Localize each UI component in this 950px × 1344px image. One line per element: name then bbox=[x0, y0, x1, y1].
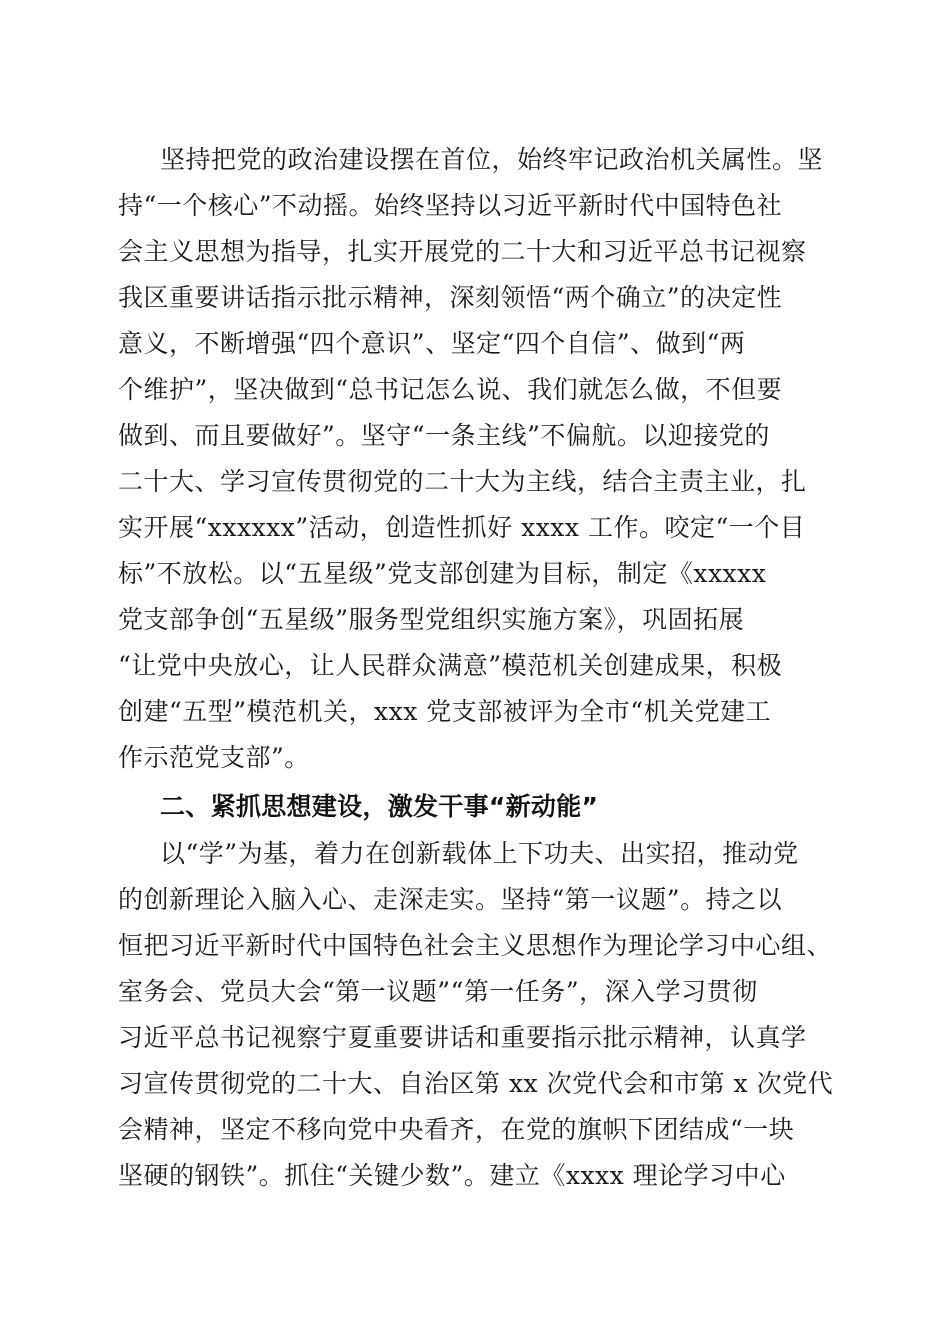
paragraph-2-line: 习宣传贯彻党的二十大、自治区第 xx 次党代会和市第 x 次党代 bbox=[118, 1069, 834, 1098]
paragraph-1-line: 标”不放松。以“五星级”党支部创建为目标，制定《xxxxx bbox=[118, 559, 767, 588]
paragraph-1-line: 坚持把党的政治建设摆在首位，始终牢记政治机关属性。坚 bbox=[160, 145, 824, 174]
paragraph-1-line: 作示范党支部”。 bbox=[118, 743, 310, 772]
paragraph-1-line: 意义，不断增强“四个意识”、坚定“四个自信”、做到“两 bbox=[118, 329, 746, 358]
paragraph-2-line: 恒把习近平新时代中国特色社会主义思想作为理论学习中心组、 bbox=[118, 931, 833, 960]
paragraph-2-line: 习近平总书记视察宁夏重要讲话和重要指示批示精神，认真学 bbox=[118, 1023, 807, 1052]
paragraph-1-line: 持“一个核心”不动摇。始终坚持以习近平新时代中国特色社 bbox=[118, 191, 783, 220]
paragraph-1-line: 我区重要讲话指示批示精神，深刻领悟“两个确立”的决定性 bbox=[118, 283, 783, 312]
section-heading: 二、紧抓思想建设，激发干事“新动能” bbox=[160, 792, 599, 821]
paragraph-1-line: 个维护”，坚决做到“总书记怎么说、我们就怎么做，不但要 bbox=[118, 375, 783, 404]
paragraph-2-line: 的创新理论入脑入心、走深走实。坚持“第一议题”。持之以 bbox=[118, 885, 783, 914]
paragraph-2-line: 室务会、党员大会“第一议题”“第一任务”，深入学习贯彻 bbox=[118, 977, 758, 1006]
paragraph-1-line: 党支部争创“五星级”服务型党组织实施方案》，巩固拓展 bbox=[118, 605, 745, 634]
paragraph-2-line: 会精神，坚定不移向党中央看齐，在党的旗帜下团结成“一块 bbox=[118, 1115, 795, 1144]
paragraph-1-line: 实开展“xxxxxx”活动，创造性抓好 xxxx 工作。咬定“一个目 bbox=[118, 513, 806, 542]
paragraph-2-line: 以“学”为基，着力在创新载体上下功夫、出实招，推动党 bbox=[160, 839, 799, 868]
paragraph-1-line: 二十大、学习宣传贯彻党的二十大为主线，结合主责主业，扎 bbox=[118, 467, 807, 496]
paragraph-1-line: 会主义思想为指导，扎实开展党的二十大和习近平总书记视察 bbox=[118, 237, 807, 266]
paragraph-1-line: “让党中央放心，让人民群众满意”模范机关创建成果，积极 bbox=[118, 651, 783, 680]
paragraph-1-line: 创建“五型”模范机关，xxx 党支部被评为全市“机关党建工 bbox=[118, 697, 772, 726]
paragraph-1-line: 做到、而且要做好”。坚守“一条主线”不偏航。以迎接党的 bbox=[118, 421, 770, 450]
paragraph-2-line: 坚硬的钢铁”。抓住“关键少数”。建立《xxxx 理论学习中心 bbox=[118, 1161, 786, 1190]
